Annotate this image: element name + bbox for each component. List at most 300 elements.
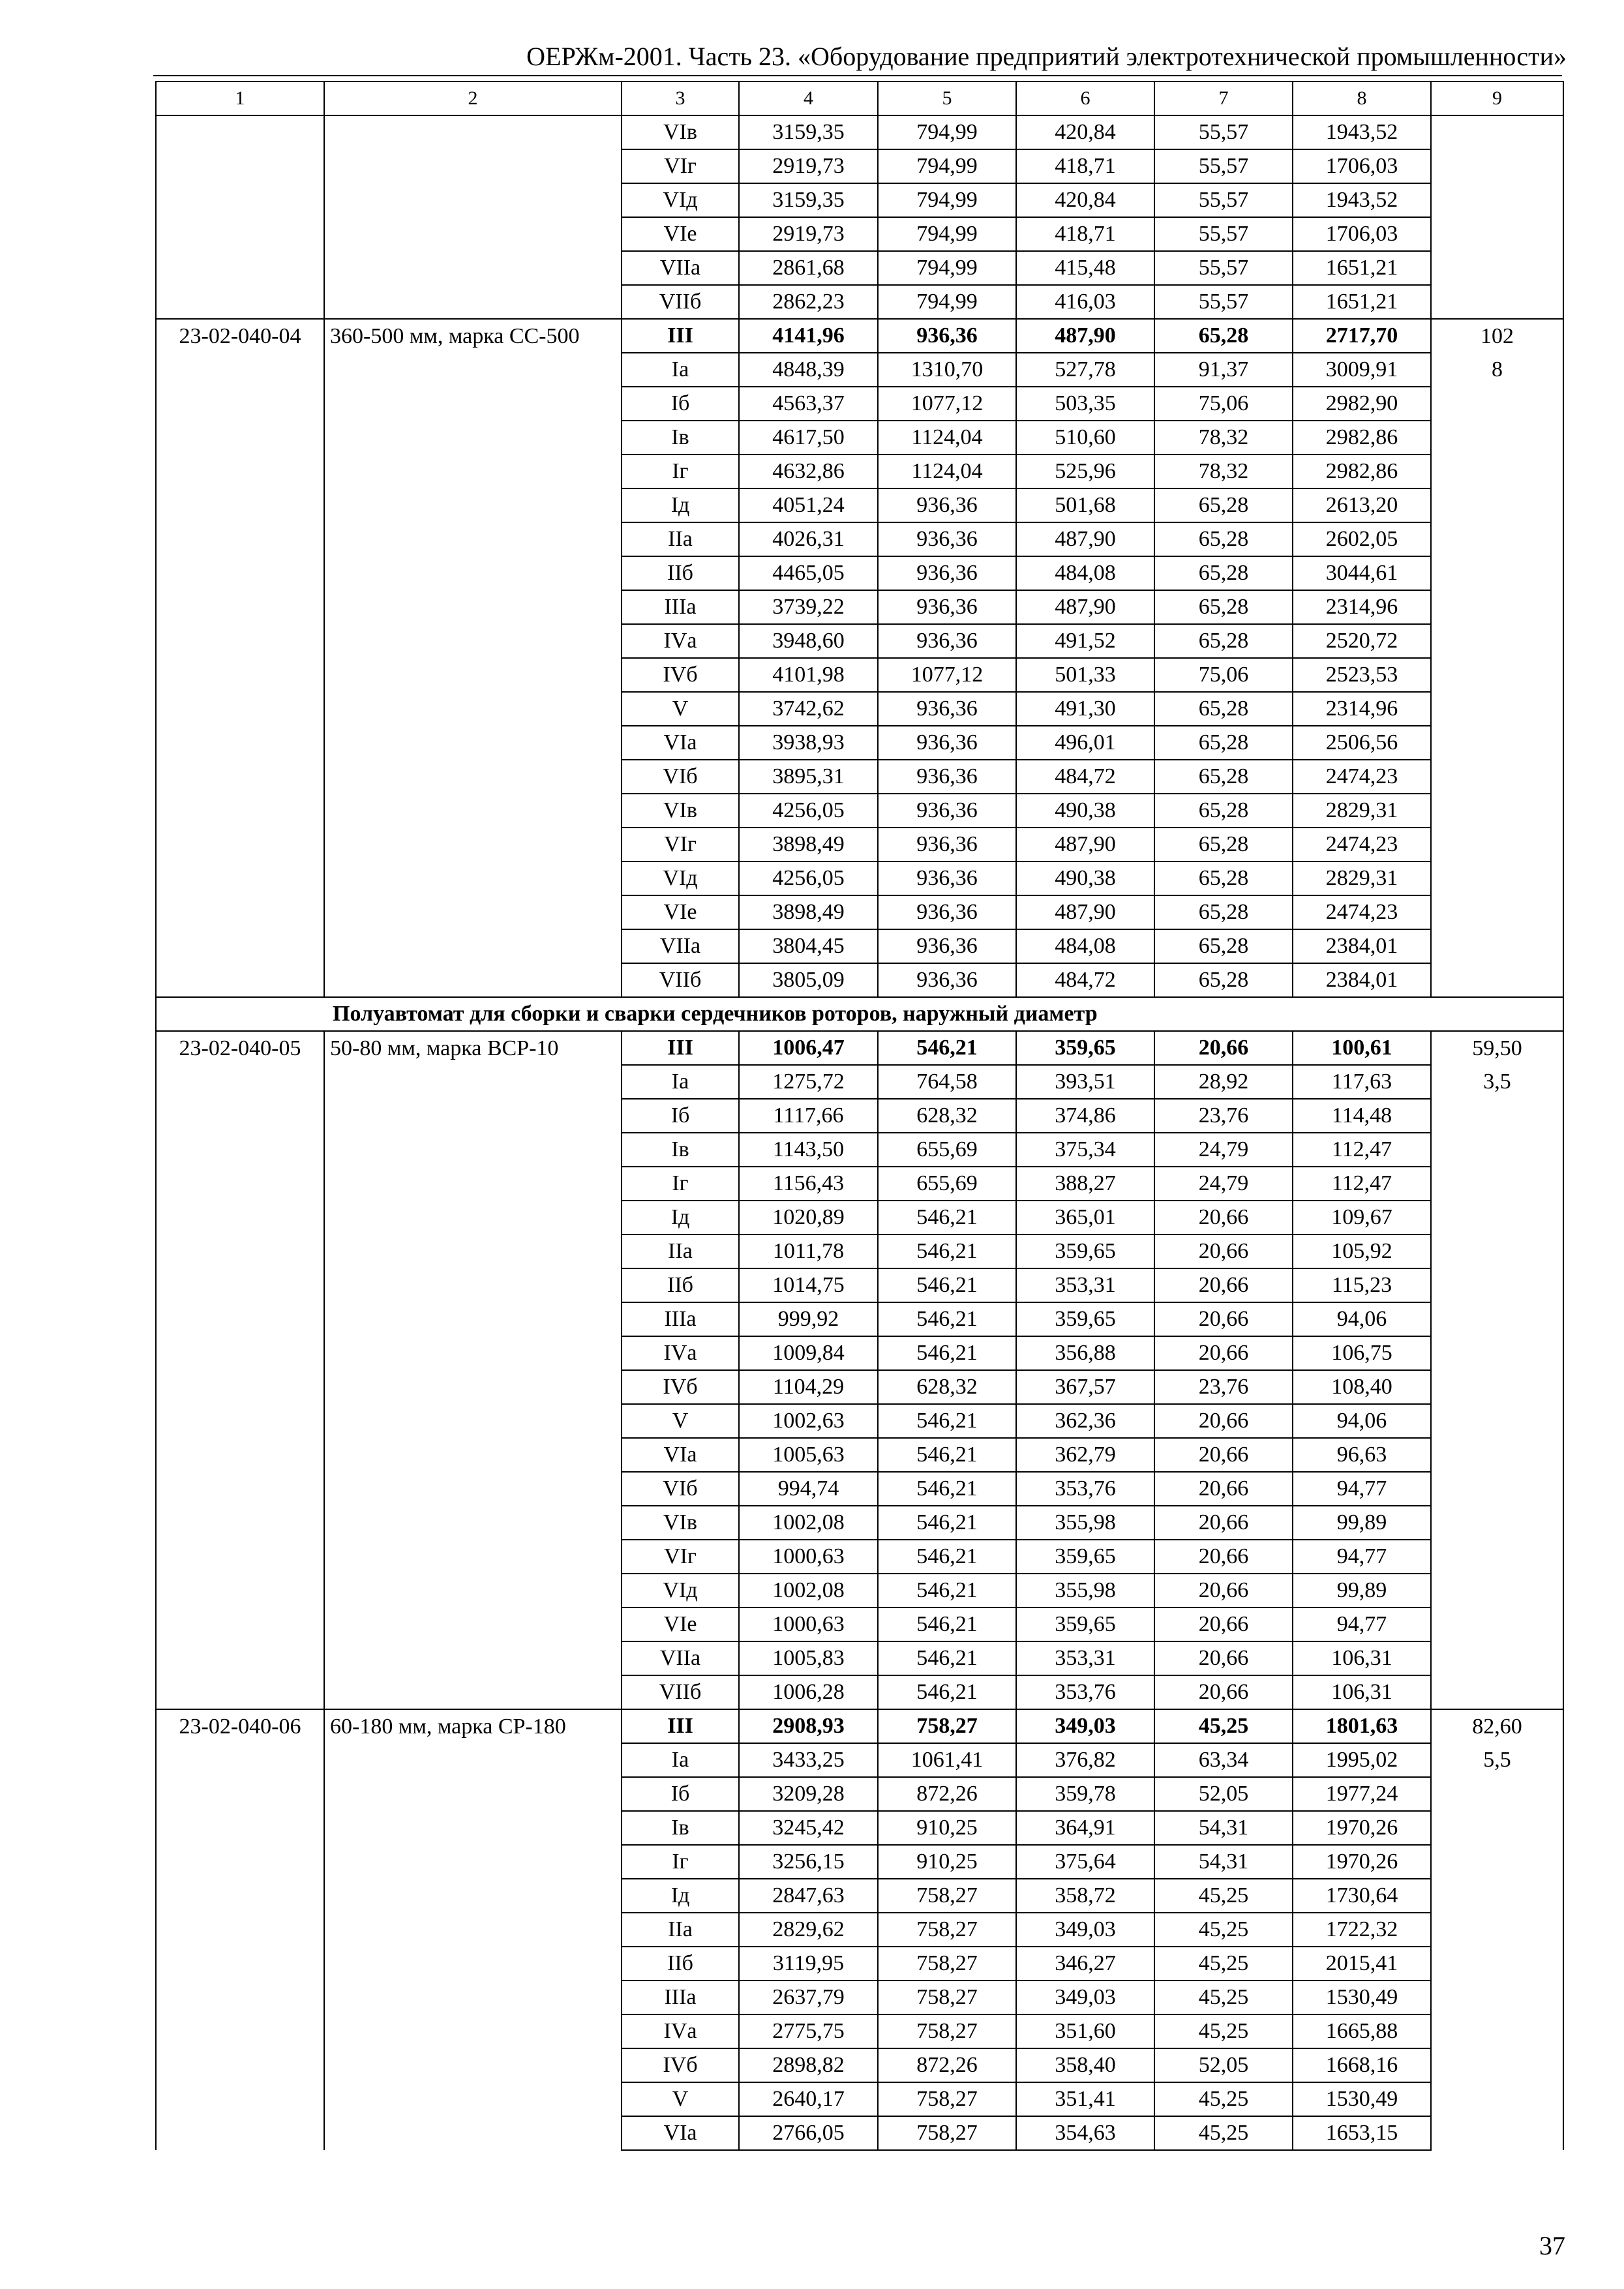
cell-col8: 2314,96 <box>1293 590 1431 624</box>
cell-col6: 525,96 <box>1016 455 1154 488</box>
cell-col7: 23,76 <box>1154 1370 1293 1404</box>
cell-code <box>156 1811 324 1845</box>
cell-code <box>156 963 324 997</box>
table-row <box>156 1336 1563 1370</box>
cell-col5: 794,99 <box>878 251 1016 285</box>
cell-col4: 999,92 <box>739 1302 878 1336</box>
cell-name <box>324 353 622 387</box>
cell-col6: 365,01 <box>1016 1201 1154 1234</box>
cell-col8: 1722,32 <box>1293 1913 1431 1947</box>
cell-col9 <box>1431 828 1563 861</box>
cell-col8: 2506,56 <box>1293 726 1431 760</box>
cell-col7: 20,66 <box>1154 1302 1293 1336</box>
price-table <box>155 81 1564 2151</box>
cell-code <box>156 149 324 183</box>
table-row <box>156 488 1563 522</box>
cell-col9 <box>1431 1608 1563 1641</box>
cell-col5: 758,27 <box>878 1709 1016 1743</box>
cell-col7: 55,57 <box>1154 149 1293 183</box>
table-row <box>156 1099 1563 1133</box>
cell-col6: 349,03 <box>1016 1981 1154 2014</box>
cell-col5: 546,21 <box>878 1574 1016 1608</box>
cell-col4: 2908,93 <box>739 1709 878 1743</box>
cell-col8: 105,92 <box>1293 1234 1431 1268</box>
cell-col6: 487,90 <box>1016 319 1154 353</box>
cell-col7: 65,28 <box>1154 929 1293 963</box>
cell-col4: 1006,28 <box>739 1675 878 1709</box>
cell-col8: 3044,61 <box>1293 556 1431 590</box>
cell-col7: 65,28 <box>1154 624 1293 658</box>
table-row <box>156 1777 1563 1811</box>
cell-col9: 5,5 <box>1431 1743 1563 1777</box>
cell-col7: 45,25 <box>1154 1879 1293 1913</box>
cell-col4: 4848,39 <box>739 353 878 387</box>
cell-zone: Iв <box>622 1133 739 1167</box>
cell-name <box>324 1879 622 1913</box>
cell-col9 <box>1431 658 1563 692</box>
cell-col4: 3209,28 <box>739 1777 878 1811</box>
cell-code <box>156 353 324 387</box>
cell-code: 23-02-040-05 <box>156 1031 324 1065</box>
cell-col6: 418,71 <box>1016 149 1154 183</box>
cell-col6: 359,78 <box>1016 1777 1154 1811</box>
column-number: 9 <box>1431 82 1563 115</box>
cell-col5: 936,36 <box>878 522 1016 556</box>
cell-col5: 1124,04 <box>878 421 1016 455</box>
table-row <box>156 2116 1563 2150</box>
column-number: 2 <box>324 82 622 115</box>
cell-col8: 2474,23 <box>1293 828 1431 861</box>
cell-col6: 359,65 <box>1016 1608 1154 1641</box>
cell-name <box>324 794 622 828</box>
cell-col9 <box>1431 1506 1563 1540</box>
cell-col8: 94,06 <box>1293 1404 1431 1438</box>
cell-zone: III <box>622 1031 739 1065</box>
cell-col6: 501,68 <box>1016 488 1154 522</box>
cell-name <box>324 1302 622 1336</box>
cell-col5: 936,36 <box>878 488 1016 522</box>
table-row <box>156 1133 1563 1167</box>
cell-col4: 3256,15 <box>739 1845 878 1879</box>
cell-col8: 94,77 <box>1293 1472 1431 1506</box>
cell-col5: 546,21 <box>878 1404 1016 1438</box>
cell-col7: 54,31 <box>1154 1845 1293 1879</box>
cell-col7: 65,28 <box>1154 522 1293 556</box>
cell-col7: 24,79 <box>1154 1167 1293 1201</box>
cell-name <box>324 1981 622 2014</box>
cell-name <box>324 1167 622 1201</box>
cell-col8: 2314,96 <box>1293 692 1431 726</box>
table-row <box>156 590 1563 624</box>
cell-col4: 1005,63 <box>739 1438 878 1472</box>
cell-col9 <box>1431 2116 1563 2150</box>
cell-col4: 1020,89 <box>739 1201 878 1234</box>
table-row <box>156 1574 1563 1608</box>
cell-col4: 1104,29 <box>739 1370 878 1404</box>
table-row <box>156 1167 1563 1201</box>
cell-col8: 115,23 <box>1293 1268 1431 1302</box>
cell-code <box>156 115 324 149</box>
cell-col7: 54,31 <box>1154 1811 1293 1845</box>
cell-col6: 418,71 <box>1016 217 1154 251</box>
cell-code <box>156 1065 324 1099</box>
cell-col6: 490,38 <box>1016 794 1154 828</box>
table-row <box>156 1438 1563 1472</box>
cell-zone: Iб <box>622 1099 739 1133</box>
cell-col8: 1977,24 <box>1293 1777 1431 1811</box>
cell-zone: VIIб <box>622 963 739 997</box>
section-heading-row <box>156 997 1563 1031</box>
cell-col9: 8 <box>1431 353 1563 387</box>
cell-col6: 359,65 <box>1016 1540 1154 1574</box>
cell-col4: 3119,95 <box>739 1947 878 1981</box>
cell-col5: 1124,04 <box>878 455 1016 488</box>
cell-zone: VIд <box>622 1574 739 1608</box>
table-row <box>156 1641 1563 1675</box>
table-row <box>156 1370 1563 1404</box>
cell-col5: 794,99 <box>878 183 1016 217</box>
cell-name <box>324 285 622 319</box>
cell-col5: 794,99 <box>878 217 1016 251</box>
cell-col8: 106,75 <box>1293 1336 1431 1370</box>
cell-code <box>156 726 324 760</box>
cell-zone: VIа <box>622 2116 739 2150</box>
cell-col9 <box>1431 1574 1563 1608</box>
cell-code <box>156 692 324 726</box>
cell-col7: 20,66 <box>1154 1268 1293 1302</box>
cell-col9 <box>1431 387 1563 421</box>
cell-code <box>156 1234 324 1268</box>
cell-zone: V <box>622 1404 739 1438</box>
cell-name <box>324 1641 622 1675</box>
table-row <box>156 692 1563 726</box>
cell-col5: 546,21 <box>878 1268 1016 1302</box>
cell-name <box>324 929 622 963</box>
cell-col4: 1156,43 <box>739 1167 878 1201</box>
cell-col8: 2717,70 <box>1293 319 1431 353</box>
cell-col4: 3433,25 <box>739 1743 878 1777</box>
cell-col9 <box>1431 1268 1563 1302</box>
table-row <box>156 895 1563 929</box>
cell-zone: VIв <box>622 115 739 149</box>
cell-col7: 45,25 <box>1154 1709 1293 1743</box>
cell-col6: 359,65 <box>1016 1031 1154 1065</box>
cell-col4: 3159,35 <box>739 183 878 217</box>
cell-name <box>324 1370 622 1404</box>
cell-col6: 420,84 <box>1016 115 1154 149</box>
cell-name <box>324 522 622 556</box>
cell-col4: 2862,23 <box>739 285 878 319</box>
cell-name <box>324 556 622 590</box>
cell-col4: 2919,73 <box>739 149 878 183</box>
cell-col4: 1011,78 <box>739 1234 878 1268</box>
column-number: 6 <box>1016 82 1154 115</box>
cell-name <box>324 1234 622 1268</box>
cell-zone: Iа <box>622 1743 739 1777</box>
cell-col7: 65,28 <box>1154 556 1293 590</box>
cell-col4: 2640,17 <box>739 2082 878 2116</box>
cell-col8: 1665,88 <box>1293 2014 1431 2048</box>
cell-col9 <box>1431 1099 1563 1133</box>
cell-col9: 59,50 <box>1431 1031 1563 1065</box>
cell-col4: 1002,08 <box>739 1574 878 1608</box>
cell-zone: VIа <box>622 1438 739 1472</box>
cell-col6: 353,76 <box>1016 1675 1154 1709</box>
cell-col9: 3,5 <box>1431 1065 1563 1099</box>
cell-code <box>156 1743 324 1777</box>
cell-code <box>156 1574 324 1608</box>
cell-zone: VIг <box>622 1540 739 1574</box>
cell-code <box>156 1099 324 1133</box>
cell-zone: V <box>622 692 739 726</box>
table-row <box>156 183 1563 217</box>
cell-col5: 758,27 <box>878 2014 1016 2048</box>
cell-col8: 2384,01 <box>1293 929 1431 963</box>
cell-code <box>156 1506 324 1540</box>
table-row <box>156 1743 1563 1777</box>
cell-zone: IIIа <box>622 590 739 624</box>
table-row <box>156 285 1563 319</box>
table-row <box>156 794 1563 828</box>
cell-col9 <box>1431 1879 1563 1913</box>
cell-col6: 484,72 <box>1016 963 1154 997</box>
cell-col9 <box>1431 1811 1563 1845</box>
cell-col7: 75,06 <box>1154 387 1293 421</box>
cell-col6: 388,27 <box>1016 1167 1154 1201</box>
cell-col6: 353,31 <box>1016 1641 1154 1675</box>
cell-col5: 936,36 <box>878 794 1016 828</box>
cell-col5: 758,27 <box>878 1981 1016 2014</box>
cell-col9 <box>1431 1438 1563 1472</box>
cell-col4: 1002,63 <box>739 1404 878 1438</box>
cell-col6: 503,35 <box>1016 387 1154 421</box>
cell-zone: Iд <box>622 488 739 522</box>
cell-code <box>156 455 324 488</box>
cell-col7: 65,28 <box>1154 590 1293 624</box>
cell-col8: 106,31 <box>1293 1641 1431 1675</box>
table-row <box>156 1811 1563 1845</box>
cell-col8: 2829,31 <box>1293 794 1431 828</box>
cell-name <box>324 692 622 726</box>
cell-zone: VIд <box>622 183 739 217</box>
cell-name <box>324 828 622 861</box>
cell-col8: 1651,21 <box>1293 251 1431 285</box>
cell-col5: 794,99 <box>878 285 1016 319</box>
cell-col9 <box>1431 2048 1563 2082</box>
cell-col6: 362,36 <box>1016 1404 1154 1438</box>
cell-zone: Iг <box>622 455 739 488</box>
cell-zone: IVб <box>622 2048 739 2082</box>
column-number: 3 <box>622 82 739 115</box>
cell-zone: Iв <box>622 421 739 455</box>
table-row <box>156 1031 1563 1065</box>
cell-code <box>156 1472 324 1506</box>
cell-col5: 936,36 <box>878 692 1016 726</box>
cell-code <box>156 217 324 251</box>
cell-col8: 1530,49 <box>1293 1981 1431 2014</box>
cell-zone: VIе <box>622 895 739 929</box>
cell-col9 <box>1431 1540 1563 1574</box>
cell-col6: 484,72 <box>1016 760 1154 794</box>
cell-col8: 99,89 <box>1293 1574 1431 1608</box>
table-row <box>156 726 1563 760</box>
cell-name: 360-500 мм, марка СС-500 <box>324 319 622 353</box>
cell-col6: 359,65 <box>1016 1234 1154 1268</box>
cell-col8: 94,77 <box>1293 1540 1431 1574</box>
cell-code <box>156 2014 324 2048</box>
cell-col9 <box>1431 1641 1563 1675</box>
cell-col5: 546,21 <box>878 1438 1016 1472</box>
cell-name <box>324 1438 622 1472</box>
table-row <box>156 1709 1563 1743</box>
cell-col7: 45,25 <box>1154 2082 1293 2116</box>
cell-col7: 55,57 <box>1154 115 1293 149</box>
cell-col8: 94,77 <box>1293 1608 1431 1641</box>
cell-col8: 100,61 <box>1293 1031 1431 1065</box>
cell-col9 <box>1431 1302 1563 1336</box>
cell-col8: 1995,02 <box>1293 1743 1431 1777</box>
cell-col4: 4141,96 <box>739 319 878 353</box>
cell-name <box>324 624 622 658</box>
cell-name <box>324 421 622 455</box>
cell-col9 <box>1431 1133 1563 1167</box>
cell-col4: 4632,86 <box>739 455 878 488</box>
cell-col5: 546,21 <box>878 1608 1016 1641</box>
cell-name <box>324 1404 622 1438</box>
cell-zone: Iа <box>622 1065 739 1099</box>
cell-zone: Iг <box>622 1845 739 1879</box>
column-number: 7 <box>1154 82 1293 115</box>
cell-code <box>156 2082 324 2116</box>
cell-col6: 416,03 <box>1016 285 1154 319</box>
cell-name <box>324 1268 622 1302</box>
cell-col4: 3739,22 <box>739 590 878 624</box>
cell-col7: 20,66 <box>1154 1336 1293 1370</box>
cell-col7: 65,28 <box>1154 895 1293 929</box>
cell-col6: 346,27 <box>1016 1947 1154 1981</box>
cell-col7: 20,66 <box>1154 1234 1293 1268</box>
cell-col6: 376,82 <box>1016 1743 1154 1777</box>
cell-col4: 2861,68 <box>739 251 878 285</box>
cell-col5: 1077,12 <box>878 387 1016 421</box>
cell-col9 <box>1431 251 1563 285</box>
cell-code <box>156 1777 324 1811</box>
cell-col9: 82,60 <box>1431 1709 1563 1743</box>
cell-col4: 4051,24 <box>739 488 878 522</box>
table-row <box>156 624 1563 658</box>
cell-col6: 355,98 <box>1016 1506 1154 1540</box>
cell-col6: 353,76 <box>1016 1472 1154 1506</box>
running-header: ОЕРЖм-2001. Часть 23. «Оборудование предприятий электротехнической промышленности» <box>526 42 1567 71</box>
table-row <box>156 1234 1563 1268</box>
cell-col6: 393,51 <box>1016 1065 1154 1099</box>
cell-zone: VIб <box>622 1472 739 1506</box>
cell-name <box>324 2048 622 2082</box>
cell-code <box>156 251 324 285</box>
cell-code <box>156 1404 324 1438</box>
cell-zone: Iб <box>622 1777 739 1811</box>
cell-zone: VIIб <box>622 1675 739 1709</box>
cell-col7: 20,66 <box>1154 1540 1293 1574</box>
cell-col5: 936,36 <box>878 319 1016 353</box>
cell-col6: 487,90 <box>1016 522 1154 556</box>
cell-col7: 20,66 <box>1154 1031 1293 1065</box>
cell-col9 <box>1431 1336 1563 1370</box>
cell-col8: 1706,03 <box>1293 217 1431 251</box>
cell-col5: 546,21 <box>878 1641 1016 1675</box>
cell-name <box>324 1472 622 1506</box>
column-number: 8 <box>1293 82 1431 115</box>
cell-col4: 2766,05 <box>739 2116 878 2150</box>
table-row <box>156 828 1563 861</box>
cell-col8: 2015,41 <box>1293 1947 1431 1981</box>
cell-col7: 45,25 <box>1154 2014 1293 2048</box>
cell-col4: 3742,62 <box>739 692 878 726</box>
cell-col6: 487,90 <box>1016 895 1154 929</box>
cell-code <box>156 1845 324 1879</box>
cell-col8: 2474,23 <box>1293 895 1431 929</box>
cell-col8: 2982,90 <box>1293 387 1431 421</box>
cell-zone: IVа <box>622 624 739 658</box>
cell-col9 <box>1431 692 1563 726</box>
table-row <box>156 1947 1563 1981</box>
cell-col7: 55,57 <box>1154 183 1293 217</box>
cell-col7: 55,57 <box>1154 285 1293 319</box>
cell-col4: 1000,63 <box>739 1540 878 1574</box>
cell-name <box>324 1133 622 1167</box>
cell-col6: 501,33 <box>1016 658 1154 692</box>
cell-code <box>156 828 324 861</box>
cell-col6: 415,48 <box>1016 251 1154 285</box>
cell-col7: 65,28 <box>1154 726 1293 760</box>
column-number: 4 <box>739 82 878 115</box>
cell-col8: 1943,52 <box>1293 183 1431 217</box>
cell-col4: 2919,73 <box>739 217 878 251</box>
cell-col5: 872,26 <box>878 1777 1016 1811</box>
cell-name <box>324 2014 622 2048</box>
cell-col9 <box>1431 1777 1563 1811</box>
cell-col8: 114,48 <box>1293 1099 1431 1133</box>
cell-zone: IIб <box>622 1268 739 1302</box>
cell-col8: 112,47 <box>1293 1133 1431 1167</box>
cell-col5: 758,27 <box>878 1879 1016 1913</box>
cell-name <box>324 1336 622 1370</box>
cell-col8: 96,63 <box>1293 1438 1431 1472</box>
cell-col8: 1653,15 <box>1293 2116 1431 2150</box>
cell-col5: 628,32 <box>878 1370 1016 1404</box>
cell-col7: 20,66 <box>1154 1404 1293 1438</box>
cell-col9 <box>1431 794 1563 828</box>
cell-code <box>156 1167 324 1201</box>
cell-code <box>156 1947 324 1981</box>
cell-col4: 4026,31 <box>739 522 878 556</box>
cell-col4: 3159,35 <box>739 115 878 149</box>
cell-col5: 758,27 <box>878 2116 1016 2150</box>
cell-col6: 353,31 <box>1016 1268 1154 1302</box>
cell-col7: 55,57 <box>1154 217 1293 251</box>
cell-code <box>156 1981 324 2014</box>
table-row <box>156 1540 1563 1574</box>
cell-col5: 655,69 <box>878 1133 1016 1167</box>
cell-col9 <box>1431 455 1563 488</box>
cell-col4: 994,74 <box>739 1472 878 1506</box>
cell-col7: 20,66 <box>1154 1438 1293 1472</box>
cell-col9 <box>1431 1472 1563 1506</box>
cell-code: 23-02-040-04 <box>156 319 324 353</box>
cell-zone: VIа <box>622 726 739 760</box>
cell-code <box>156 285 324 319</box>
cell-col7: 20,66 <box>1154 1675 1293 1709</box>
